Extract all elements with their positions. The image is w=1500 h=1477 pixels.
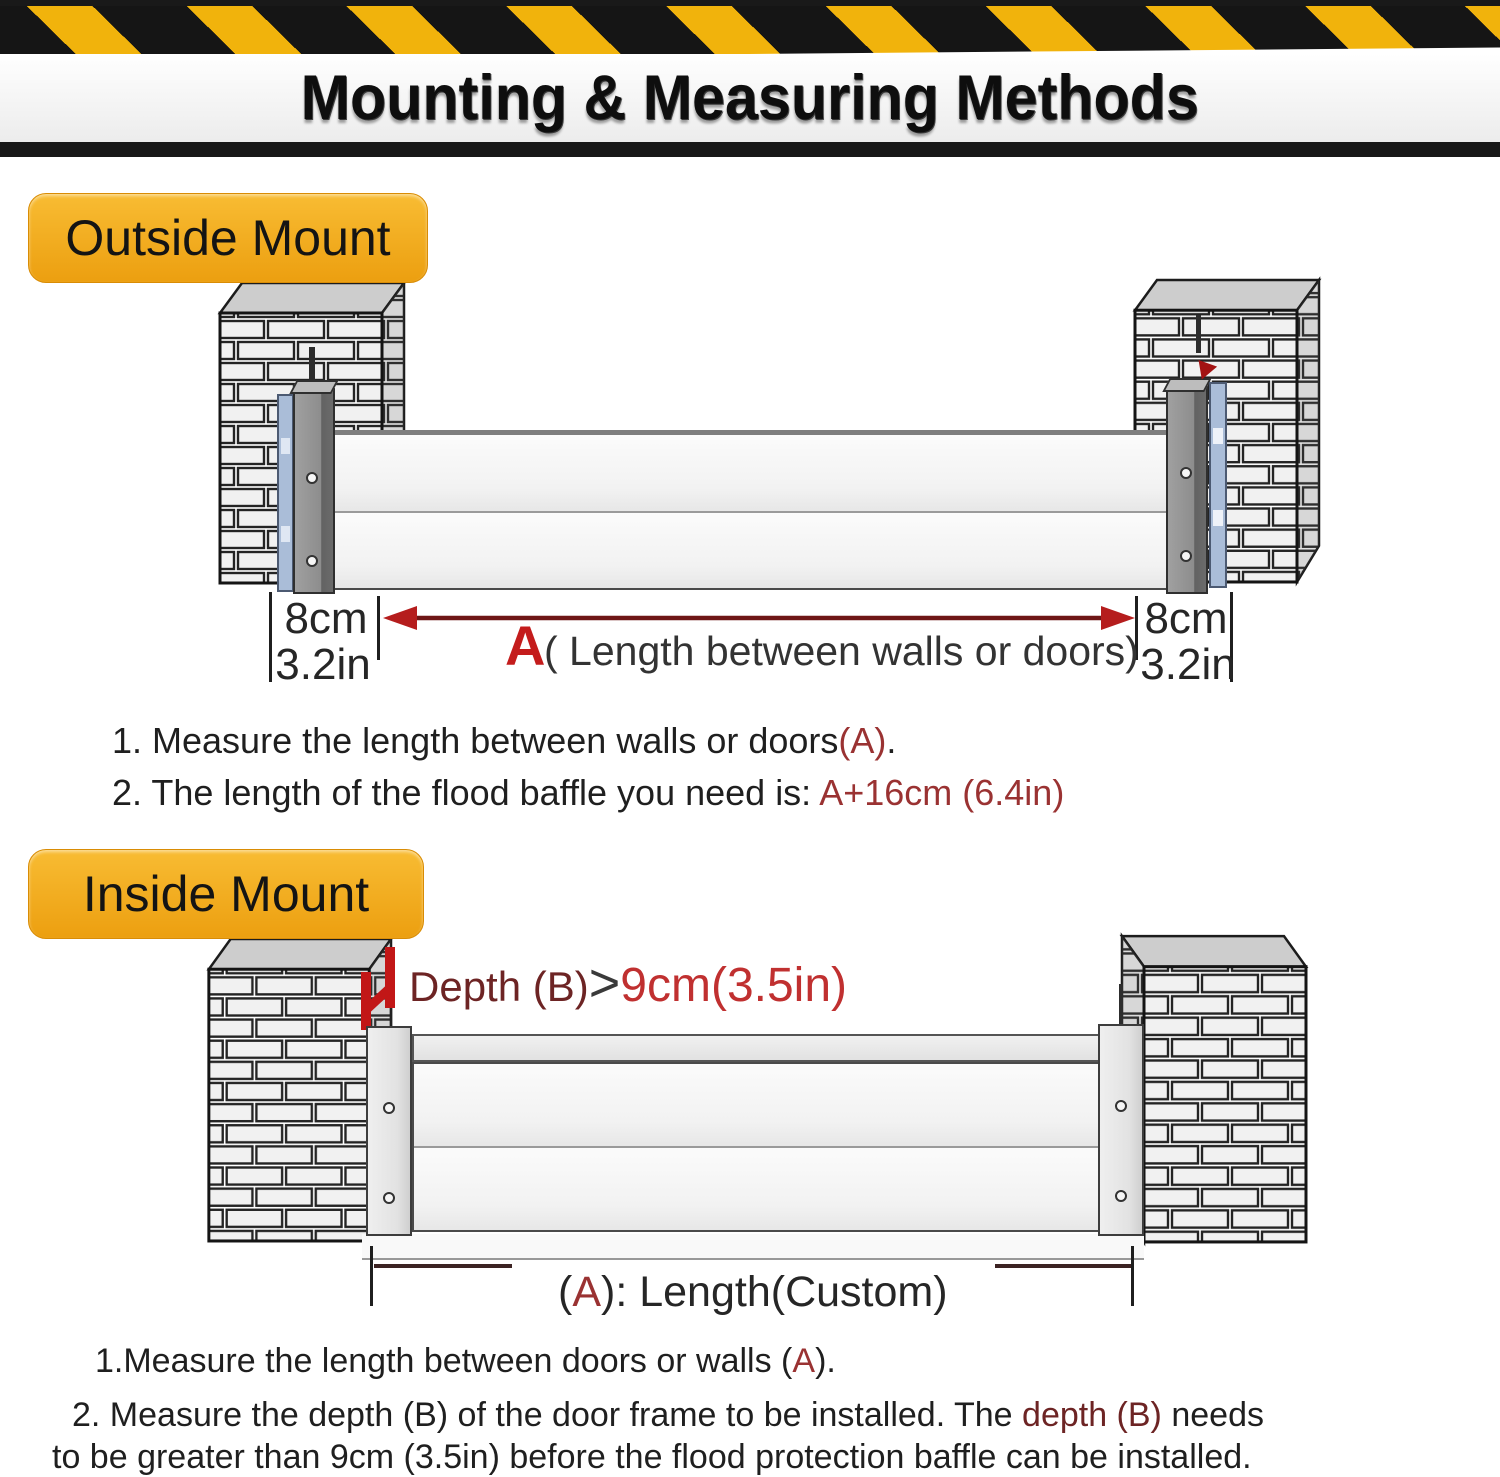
- dimension-a-description: ( Length between walls or doors): [544, 628, 1139, 674]
- text-segment: 2. The length of the flood baffle you need is:: [112, 772, 820, 813]
- caution-tape-banner: [0, 0, 1500, 61]
- text-segment: (A): [838, 720, 887, 761]
- text-segment: A: [572, 1268, 602, 1316]
- barrier-panel-top: [414, 1064, 1098, 1146]
- text-segment: 1.Measure the length between doors or walls (: [95, 1342, 793, 1380]
- length-custom-label: [558, 1268, 948, 1317]
- text-segment: depth (B): [1022, 1396, 1162, 1434]
- screw-hole: [1180, 467, 1192, 479]
- seal-patch: [1213, 510, 1223, 526]
- screw-hole: [1180, 550, 1192, 562]
- seal-patch: [1213, 428, 1223, 444]
- bracket-cap: [1162, 378, 1211, 392]
- dimension-a-label: A: [505, 614, 546, 677]
- text-segment: 9cm(3.5in): [620, 959, 848, 1012]
- text-segment: Depth (B): [409, 963, 589, 1010]
- offset-left-inch: 3.2in: [275, 640, 371, 689]
- channel-bracket-inside-right: [1098, 1024, 1144, 1236]
- screw-hole: [1115, 1190, 1127, 1202]
- inside-step-2-line2: [52, 1438, 1252, 1477]
- outside-mount-badge: [28, 193, 428, 283]
- text-segment: to be greater than 9cm (3.5in) before the flood protection baffle can be installed.: [52, 1438, 1252, 1476]
- seal-patch: [281, 526, 290, 542]
- channel-bracket-inside-left: [366, 1026, 412, 1236]
- screw-hole: [383, 1192, 395, 1204]
- offset-left-cm: 8cm: [284, 594, 368, 643]
- barrier-panel-top: [333, 435, 1173, 511]
- offset-right-cm: 8cm: [1144, 594, 1228, 643]
- measure-line: [995, 1264, 1133, 1268]
- flood-barrier-outside: [331, 430, 1175, 590]
- anchor-bolt-inside-right: [1119, 984, 1123, 1026]
- flood-barrier-inside: [412, 1062, 1100, 1232]
- measure-tick: [370, 1246, 373, 1306]
- barrier-base-lip: [362, 1234, 1144, 1260]
- text-segment: 2. Measure the depth (B) of the door frame to be installed. The: [72, 1396, 1023, 1434]
- screw-hole: [306, 555, 318, 567]
- inside-step-1: [95, 1342, 836, 1381]
- inside-mount-badge-label: Inside Mount: [82, 866, 370, 922]
- outside-step-2: [112, 772, 1064, 814]
- mount-bracket-outside-right: [1166, 386, 1208, 594]
- outside-step-1: [112, 720, 896, 762]
- screw-hole: [1115, 1100, 1127, 1112]
- barrier-panel-bottom: [414, 1146, 1098, 1230]
- text-segment: >: [588, 953, 621, 1013]
- screw-hole: [383, 1102, 395, 1114]
- page-title: Mounting & Measuring Methods: [300, 63, 1200, 133]
- seal-patch: [281, 438, 290, 454]
- measure-line: [374, 1264, 512, 1268]
- text-segment: ).: [815, 1342, 836, 1380]
- barrier-panel-bottom: [333, 511, 1173, 589]
- text-segment: (: [558, 1268, 573, 1316]
- barrier-top-face: [412, 1034, 1100, 1062]
- outside-mount-badge-label: Outside Mount: [65, 210, 391, 266]
- text-segment: 1. Measure the length between walls or doors: [112, 720, 839, 761]
- header-divider: [0, 142, 1500, 157]
- inside-mount-badge: [28, 849, 424, 939]
- anchor-bolt-right: [1196, 315, 1201, 353]
- title-band: [0, 54, 1500, 142]
- text-segment: needs: [1161, 1396, 1264, 1434]
- screw-hole: [306, 472, 318, 484]
- inside-step-2-line1: [72, 1396, 1264, 1435]
- offset-right-inch: 3.2in: [1140, 640, 1236, 689]
- text-segment: A+16cm (6.4in): [819, 772, 1065, 813]
- text-segment: .: [886, 720, 897, 761]
- measure-tick: [1131, 1246, 1134, 1306]
- depth-annotation: [409, 952, 847, 1014]
- caution-tape-top-edge: [0, 0, 1500, 6]
- bracket-cap: [289, 380, 338, 394]
- seal-strip-left: [277, 394, 294, 592]
- text-segment: A: [792, 1342, 816, 1380]
- seal-strip-right: [1209, 382, 1227, 588]
- text-segment: ): Length(Custom): [601, 1268, 948, 1316]
- brick-pillar-inside-right: [1120, 930, 1320, 1246]
